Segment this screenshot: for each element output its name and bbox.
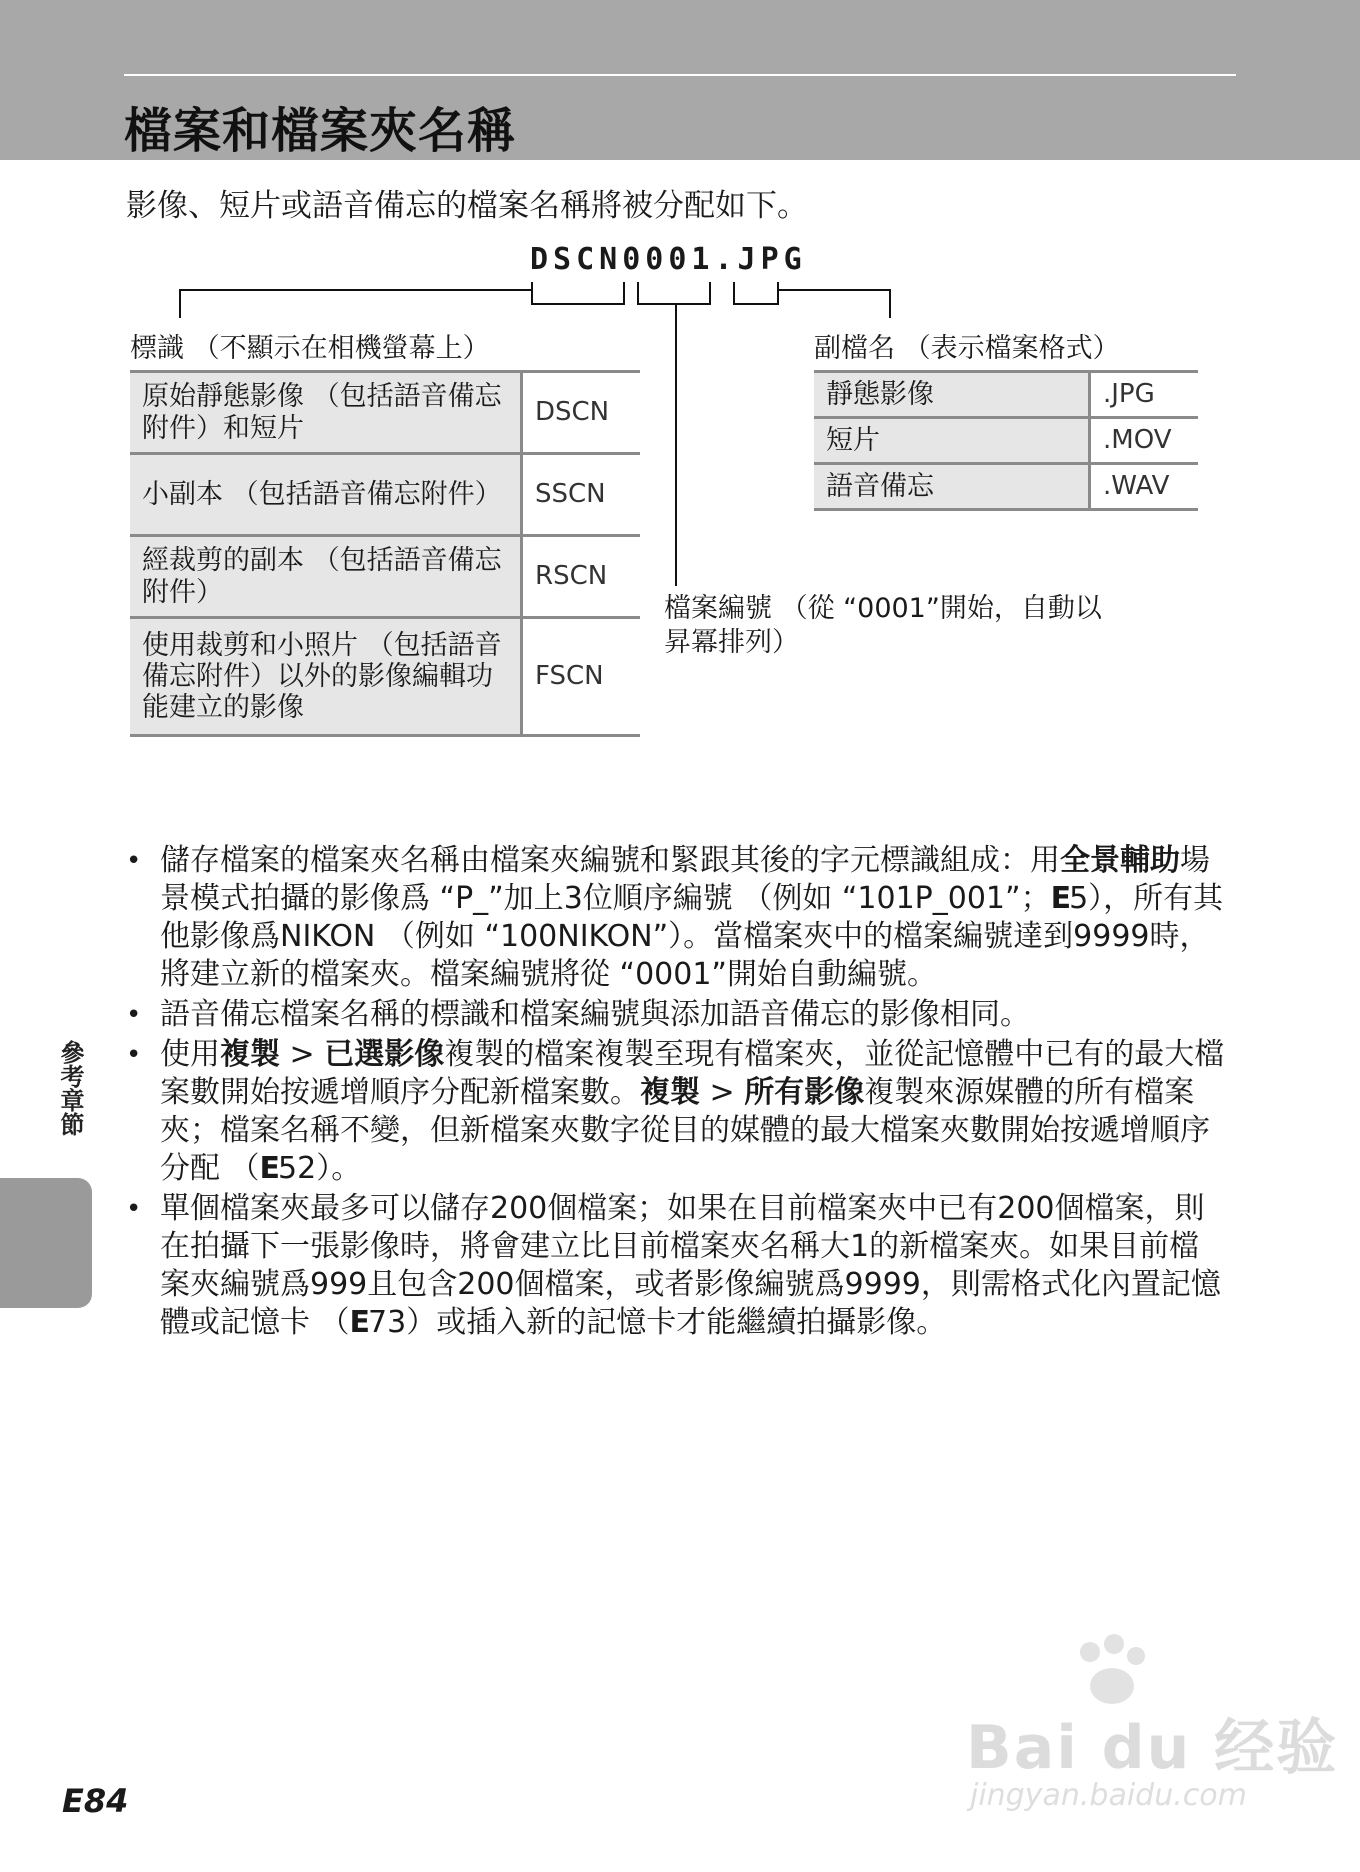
reference-icon: E	[1050, 881, 1070, 916]
identifier-desc: 原始靜態影像 （包括語音備忘附件）和短片	[130, 372, 522, 454]
note-text: 52）。	[278, 1151, 362, 1186]
file-number-bracket	[638, 282, 710, 304]
list-item	[126, 842, 1226, 994]
extension-desc: 靜態影像	[814, 372, 1090, 418]
note-bold-term: 已選影像	[324, 1037, 445, 1072]
table-row	[130, 454, 640, 536]
paw-icon	[1060, 1630, 1160, 1710]
table-row	[130, 536, 640, 618]
extension-bracket	[734, 282, 778, 304]
table-row	[814, 464, 1198, 510]
note-text: >	[280, 1037, 325, 1072]
identifier-desc: 經裁剪的副本 （包括語音備忘附件）	[130, 536, 522, 618]
identifier-leader	[180, 290, 532, 318]
note-text: 73）或插入新的記憶卡才能繼續拍攝影像。	[368, 1305, 947, 1340]
identifier-bracket	[532, 282, 624, 304]
identifier-desc: 小副本 （包括語音備忘附件）	[130, 454, 522, 536]
identifier-desc: 使用裁剪和小照片 （包括語音備忘附件）以外的影像編輯功能建立的影像	[130, 618, 522, 736]
file-number-label	[664, 592, 1102, 660]
reference-icon: E	[62, 1782, 84, 1820]
watermark-url: jingyan.baidu.com	[970, 1778, 1247, 1813]
list-item	[126, 1190, 1226, 1342]
chapter-tab	[0, 1178, 92, 1308]
note-bold-term: 複製	[220, 1037, 280, 1072]
extension-table	[814, 370, 1198, 511]
notes-list	[126, 842, 1226, 1344]
extension-desc: 語音備忘	[814, 464, 1090, 510]
chapter-side-label: 參考章節	[56, 1040, 84, 1136]
file-number-label-line: 昇冪排列）	[664, 627, 799, 658]
extension-code: .WAV	[1090, 464, 1199, 510]
note-text: 複製的檔案複製至現有檔案夾，並從記憶體中已有的最大檔案數開始按遞增順序分配新檔案數。	[160, 1037, 1225, 1110]
identifier-code: SSCN	[522, 454, 641, 536]
file-number-label-line: 檔案編號 （從 “0001”開始，自動以	[664, 593, 1102, 624]
note-text: 使用	[160, 1037, 220, 1072]
note-text: 5），所有其他影像爲NIKON （例如 “100NIKON”）。當檔案夾中的檔案編號達到9999時，將建立新的檔案夾。檔案編號將從 “0001”開始自動編號。	[160, 881, 1224, 992]
identifier-code: FSCN	[522, 618, 641, 736]
identifier-code: DSCN	[522, 372, 641, 454]
page-number-value: 84	[83, 1782, 129, 1820]
note-text: >	[700, 1075, 745, 1110]
table-row	[814, 418, 1198, 464]
note-text: 語音備忘檔案名稱的標識和檔案編號與添加語音備忘的影像相同。	[160, 997, 1030, 1032]
note-text: 儲存檔案的檔案夾名稱由檔案夾編號和緊跟其後的字元標識組成：用	[160, 843, 1060, 878]
page-title: 檔案和檔案夾名稱	[124, 103, 517, 159]
note-bold-term: 全景輔助	[1060, 843, 1180, 878]
note-bold-term: 所有影像	[744, 1075, 865, 1110]
list-item	[126, 996, 1226, 1034]
extension-label: 副檔名 （表示檔案格式）	[814, 333, 1120, 364]
extension-leader	[778, 290, 890, 318]
extension-desc: 短片	[814, 418, 1090, 464]
table-row	[814, 372, 1198, 418]
identifier-code: RSCN	[522, 536, 641, 618]
identifier-label: 標識 （不顯示在相機螢幕上）	[130, 333, 490, 364]
note-text: 複製來源媒體的所有檔案夾；檔案名稱不變，但新檔案夾數字從目的媒體的最大檔案夾數開始按遞增順序分配 （	[160, 1075, 1210, 1186]
reference-icon: E	[349, 1305, 369, 1340]
note-bold-term: 複製	[640, 1075, 700, 1110]
extension-code: .JPG	[1090, 372, 1199, 418]
note-text: 場景模式拍攝的影像爲 “P_”加上3位順序編號 （例如 “101P_001”；	[160, 843, 1210, 916]
extension-code: .MOV	[1090, 418, 1199, 464]
table-row	[130, 372, 640, 454]
table-row	[130, 618, 640, 736]
reference-icon: E	[259, 1151, 279, 1186]
filename-example: DSCN0001.JPG	[530, 242, 807, 277]
identifier-table	[130, 370, 640, 737]
note-text: 單個檔案夾最多可以儲存200個檔案；如果在目前檔案夾中已有200個檔案，則在拍攝下一張影像時，將會建立比目前檔案夾名稱大1的新檔案夾。如果目前檔案夾編號爲999且包含200個檔案，或者影像編號爲9999，則需格式化內置記憶體或記憶卡 （	[160, 1191, 1221, 1340]
intro-text: 影像、短片或語音備忘的檔案名稱將被分配如下。	[126, 188, 808, 224]
page-number	[62, 1782, 128, 1820]
list-item	[126, 1036, 1226, 1188]
watermark-logo: Bai du 经验	[966, 1713, 1339, 1783]
